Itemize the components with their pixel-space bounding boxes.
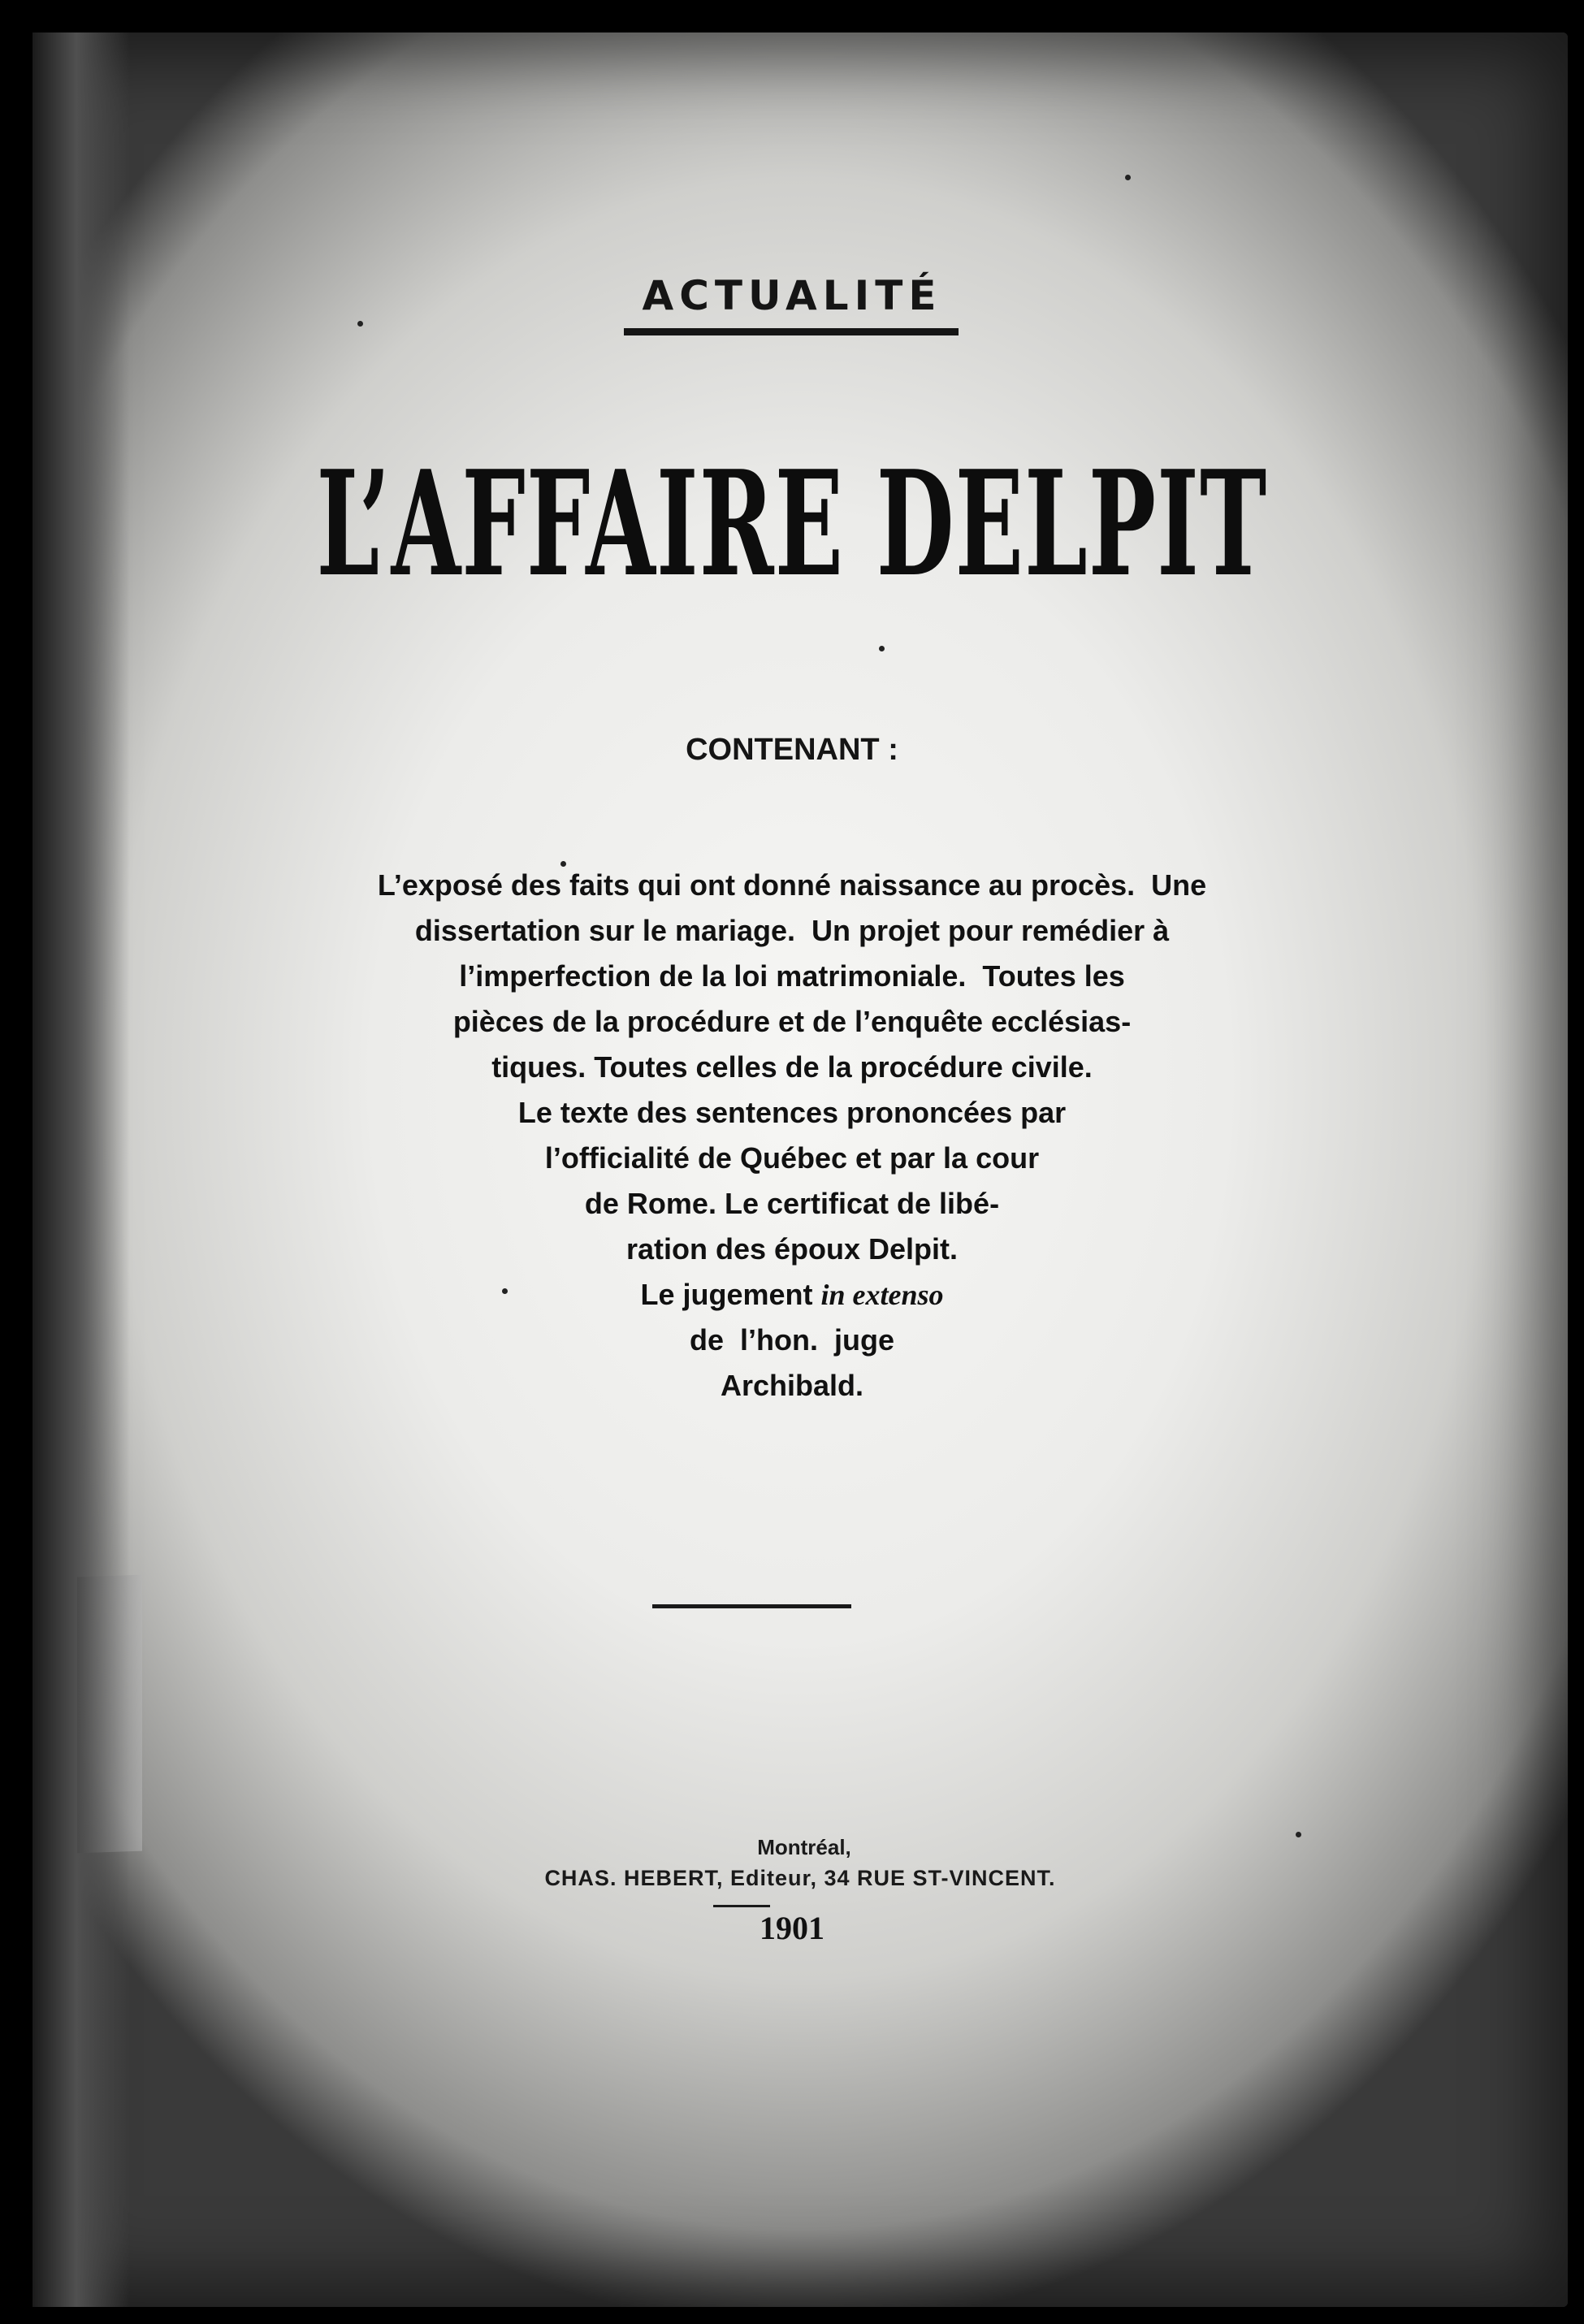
contents-line-with-italic bbox=[0, 1272, 1584, 1318]
contents-line: de Rome. Le certificat de libé- bbox=[584, 1187, 1000, 1220]
imprint-publisher: CHAS. HEBERT, Editeur, 34 RUE ST-VINCENT. bbox=[544, 1866, 1056, 1890]
contents-line: l’imperfection de la loi matrimoniale. Toutes les bbox=[459, 959, 1125, 993]
imprint-year: 1901 bbox=[760, 1910, 824, 1946]
imprint-rule bbox=[713, 1905, 770, 1907]
series-label-underline bbox=[624, 328, 959, 335]
page-title: L’AFFAIRE DELPIT bbox=[316, 439, 1268, 608]
contents-line-text: Le jugement bbox=[640, 1278, 813, 1311]
imprint-city: Montréal, bbox=[757, 1835, 851, 1859]
italic-latin-phrase: in extenso bbox=[820, 1279, 944, 1311]
paper-speck bbox=[1125, 175, 1131, 180]
paper-speck bbox=[879, 646, 885, 651]
paper-speck bbox=[357, 321, 363, 327]
contents-line: L’exposé des faits qui ont donné naissance au procès. Une bbox=[377, 868, 1207, 902]
contents-line: l’officialité de Québec et par la cour bbox=[544, 1141, 1040, 1175]
contents-heading: CONTENANT : bbox=[686, 733, 898, 767]
contents-line: ration des époux Delpit. bbox=[625, 1232, 959, 1266]
binding-tape bbox=[77, 1575, 142, 1854]
contents-description bbox=[0, 863, 1584, 1409]
series-label: ACTUALITÉ bbox=[642, 272, 942, 319]
contents-line: de l’hon. juge bbox=[690, 1323, 894, 1357]
section-divider bbox=[652, 1604, 851, 1608]
contents-line: Archibald. bbox=[720, 1369, 864, 1402]
contents-line: pièces de la procédure et de l’enquête ecclésias- bbox=[452, 1005, 1132, 1038]
contents-line: Le texte des sentences prononcées par bbox=[517, 1096, 1067, 1129]
contents-line: tiques. Toutes celles de la procédure civile. bbox=[491, 1050, 1093, 1084]
contents-line: dissertation sur le mariage. Un projet pour remédier à bbox=[414, 914, 1170, 947]
